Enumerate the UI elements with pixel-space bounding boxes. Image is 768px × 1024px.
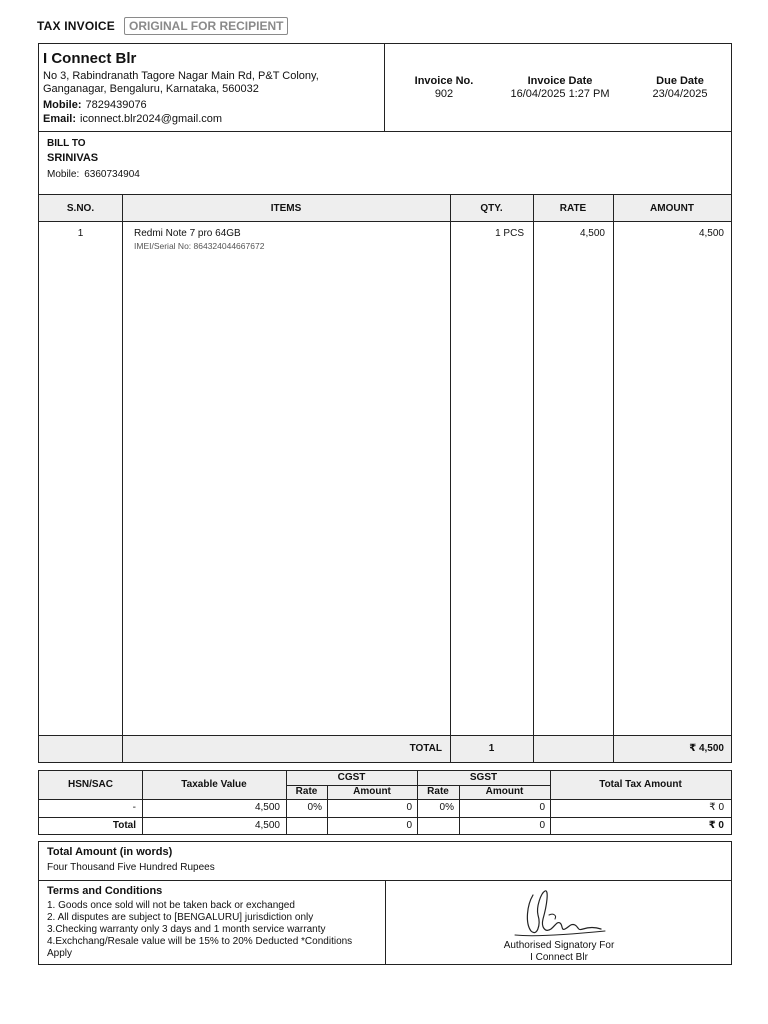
tax-row-taxable: 4,500 xyxy=(254,802,280,813)
seller-address-line2: Ganganagar, Bengaluru, Karnataka, 560032 xyxy=(43,83,259,95)
header-cgst-rate: Rate xyxy=(295,786,318,797)
invoice-date: 16/04/2025 1:27 PM xyxy=(510,88,610,100)
invoice-number-label: Invoice No. xyxy=(414,75,474,87)
due-date: 23/04/2025 xyxy=(652,88,708,100)
tax-row-cgst-rate: 0% xyxy=(307,802,322,813)
invoice-meta xyxy=(386,44,731,131)
seller-email-row xyxy=(43,113,380,126)
terms-and-conditions xyxy=(39,881,386,964)
row-item-imei: IMEI/Serial No: 864324044667672 xyxy=(134,241,265,251)
row-item-name: Redmi Note 7 pro 64GB xyxy=(134,228,241,239)
row-amount: 4,500 xyxy=(698,228,724,239)
header-sgst-amount: Amount xyxy=(485,786,524,797)
tax-row-total-tax: ₹ 0 xyxy=(709,802,724,813)
terms-section xyxy=(38,880,732,965)
terms-label: Terms and Conditions xyxy=(47,885,163,897)
items-table xyxy=(38,194,732,763)
terms-line: 4.Exchchang/Resale value will be 15% to 20% Deducted *Conditions xyxy=(47,936,353,947)
tax-row-hsn: - xyxy=(132,802,136,813)
tax-row-sgst-rate: 0% xyxy=(439,802,454,813)
seller-mobile-label: Mobile: xyxy=(43,99,82,111)
header-hsn: HSN/SAC xyxy=(67,779,113,790)
bill-to-section xyxy=(38,132,732,195)
column-divider xyxy=(122,195,123,762)
header-cgst-amount: Amount xyxy=(353,786,391,797)
due-date-label: Due Date xyxy=(656,75,704,87)
header-sgst: SGST xyxy=(469,772,498,783)
tax-summary-table xyxy=(38,770,732,835)
total-qty: 1 xyxy=(488,743,495,754)
seller-email: iconnect.blr2024@gmail.com xyxy=(80,113,223,125)
header-sgst-rate: Rate xyxy=(427,786,449,797)
row-divider xyxy=(39,799,731,800)
row-sno: 1 xyxy=(77,228,84,239)
tax-row-sgst-amount: 0 xyxy=(539,802,545,813)
header-rate: RATE xyxy=(559,203,587,214)
amount-in-words-value: Four Thousand Five Hundred Rupees xyxy=(47,862,215,873)
seller-details xyxy=(39,44,385,131)
invoice-header xyxy=(37,16,288,36)
signatory-block xyxy=(387,881,731,964)
terms-line: 3.Checking warranty only 3 days and 1 month service warranty xyxy=(47,924,326,935)
amount-in-words-section xyxy=(38,841,732,881)
seller-mobile-row xyxy=(43,99,380,112)
invoice-title: TAX INVOICE xyxy=(37,19,115,33)
row-divider xyxy=(39,817,731,818)
customer-mobile-row xyxy=(47,169,723,180)
tax-total-total-tax: ₹ 0 xyxy=(708,820,724,831)
invoice-date-label: Invoice Date xyxy=(527,75,593,87)
header-items: ITEMS xyxy=(270,203,302,214)
tax-total-cgst-amount: 0 xyxy=(406,820,412,831)
terms-line: 2. All disputes are subject to [BENGALURU] jurisdiction only xyxy=(47,912,314,923)
bill-to-label: BILL TO xyxy=(47,138,86,149)
header-cgst: CGST xyxy=(337,772,366,783)
column-divider xyxy=(533,195,534,762)
recipient-badge: ORIGINAL FOR RECIPIENT xyxy=(124,17,288,35)
seller-email-label: Email: xyxy=(43,113,77,125)
header-qty: QTY. xyxy=(480,203,503,214)
column-divider xyxy=(613,195,614,762)
seller-mobile: 7829439076 xyxy=(85,99,147,111)
customer-mobile: 6360734904 xyxy=(84,169,140,180)
tax-total-sgst-amount: 0 xyxy=(539,820,545,831)
header-amount: AMOUNT xyxy=(650,203,694,214)
total-amount: ₹ 4,500 xyxy=(689,743,724,754)
tax-total-taxable: 4,500 xyxy=(254,820,280,831)
terms-line: Apply xyxy=(47,948,73,959)
header-total-tax: Total Tax Amount xyxy=(599,779,682,790)
customer-mobile-label: Mobile: xyxy=(47,169,80,180)
seller-address-line1: No 3, Rabindranath Tagore Nagar Main Rd, P&T Colony, xyxy=(43,70,319,82)
customer-name: SRINIVAS xyxy=(47,152,99,164)
invoice-date-block xyxy=(498,75,622,100)
signatory-line2: I Connect Blr xyxy=(530,952,588,963)
seller-section xyxy=(38,43,732,132)
tax-row-cgst-amount: 0 xyxy=(406,802,412,813)
tax-total-label: Total xyxy=(112,820,136,831)
row-item-cell xyxy=(134,228,444,251)
signature-image xyxy=(505,885,615,945)
signatory-line1: Authorised Signatory For xyxy=(503,940,615,951)
row-rate: 4,500 xyxy=(579,228,605,239)
invoice-number-block xyxy=(394,75,494,100)
seller-name: I Connect Blr xyxy=(43,50,137,67)
header-taxable-value: Taxable Value xyxy=(181,779,247,790)
amount-in-words-label: Total Amount (in words) xyxy=(47,846,173,858)
row-qty: 1 PCS xyxy=(495,228,524,239)
invoice-number: 902 xyxy=(434,88,454,100)
total-label: TOTAL xyxy=(409,743,442,754)
column-divider xyxy=(450,195,451,762)
header-sno: S.NO. xyxy=(66,203,95,214)
terms-line: 1. Goods once sold will not be taken back or exchanged xyxy=(47,900,295,911)
due-date-block xyxy=(630,75,730,100)
